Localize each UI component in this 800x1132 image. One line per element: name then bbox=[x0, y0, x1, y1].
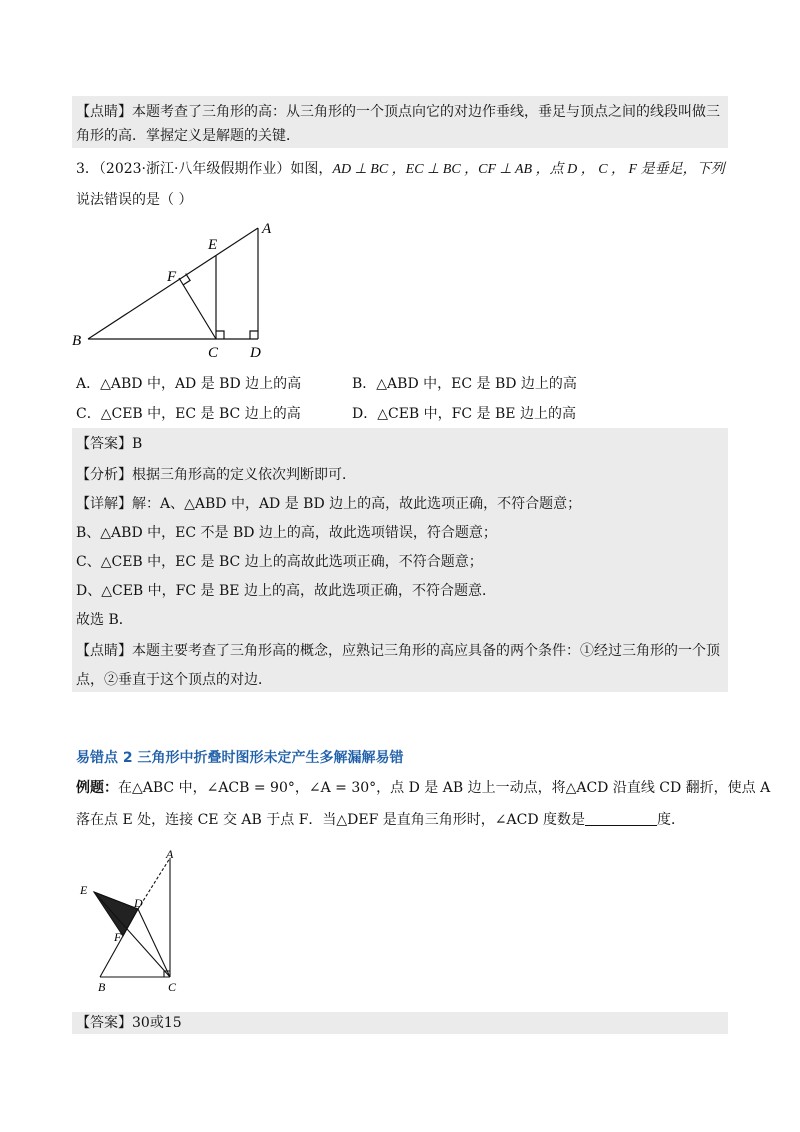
label-C: C bbox=[208, 345, 219, 360]
note1-line2: 角形的高．掌握定义是解题的关键． bbox=[76, 128, 300, 144]
label-D: D bbox=[250, 345, 261, 360]
label-F: F bbox=[167, 269, 177, 285]
fig2-label-F: F bbox=[114, 930, 122, 944]
fig2-label-E: E bbox=[80, 883, 88, 897]
right-angle-D bbox=[250, 331, 258, 339]
example-text2: 落在点 E 处，连接 CE 交 AB 于点 F．当△DEF 是直角三角形时，∠ACD 度数是 bbox=[76, 812, 586, 828]
answer3-detail3: C、△CEB 中，EC 是 BC 边上的高故此选项正确，不符合题意； bbox=[76, 554, 483, 570]
option-C: C．△CEB 中，EC 是 BC 边上的高 bbox=[76, 406, 301, 422]
segment-EC bbox=[94, 892, 170, 977]
example-text1: 在△ABC 中，∠ACB = 90°，∠A = 30°，点 D 是 AB 边上一动点，将△ACD 沿直线 CD 翻折，使点 A bbox=[118, 780, 771, 796]
section2-heading: 易错点 2 三角形中折叠时图形未定产生多解漏解易错 bbox=[76, 750, 404, 766]
answer3-answer: 【答案】B bbox=[76, 436, 143, 452]
fig2-label-B: B bbox=[98, 980, 106, 994]
triangle-figure-1 bbox=[66, 218, 286, 360]
question3-line2: 说法错误的是（ ） bbox=[76, 192, 193, 208]
question3-line1 bbox=[76, 159, 725, 180]
option-A: A．△ABD 中，AD 是 BD 边上的高 bbox=[76, 376, 302, 392]
example-label: 例题： bbox=[76, 780, 118, 796]
answer3-note-line1: 【点睛】本题主要考查了三角形高的概念，应熟记三角形的高应具备的两个条件：①经过三角形的一个顶 bbox=[76, 643, 720, 659]
option-B: B．△ABD 中，EC 是 BD 边上的高 bbox=[352, 376, 577, 392]
option-D: D．△CEB 中，FC 是 BE 边上的高 bbox=[352, 406, 576, 422]
answer3-detail4: D、△CEB 中，FC 是 BE 边上的高，故此选项正确，不符合题意． bbox=[76, 583, 496, 599]
fig2-label-A: A bbox=[166, 847, 174, 861]
answer3-detail1: 【详解】解：A、△ABD 中，AD 是 BD 边上的高，故此选项正确，不符合题意； bbox=[76, 496, 582, 512]
label-A: A bbox=[262, 221, 272, 237]
example-line2 bbox=[76, 810, 685, 830]
fig2-label-C: C bbox=[168, 980, 177, 994]
triangle-figure-2 bbox=[76, 846, 196, 998]
note1-line1: 【点睛】本题考查了三角形的高：从三角形的一个顶点向它的对边作垂线，垂足与顶点之间的线段叫做三 bbox=[76, 104, 720, 120]
segment-DA-dashed bbox=[138, 858, 170, 909]
answer3-choose: 故选 B． bbox=[76, 612, 133, 628]
example-text2-end: 度． bbox=[657, 812, 686, 828]
label-E: E bbox=[208, 237, 218, 253]
question3-source: 3．（2023·浙江·八年级假期作业）如图， bbox=[76, 161, 333, 177]
answer3-detail2: B、△ABD 中，EC 不是 BD 边上的高，故此选项错误，符合题意； bbox=[76, 525, 497, 541]
fig2-label-D: D bbox=[134, 896, 143, 910]
example-answer: 【答案】30或15 bbox=[76, 1015, 182, 1031]
segment-DC bbox=[138, 909, 170, 977]
right-angle-F bbox=[183, 274, 190, 285]
answer-blank bbox=[585, 811, 657, 826]
answer3-analysis: 【分析】根据三角形高的定义依次判断即可． bbox=[76, 467, 356, 483]
question3-conditions: AD ⊥ BC ，EC ⊥ BC ，CF ⊥ AB ，点 D ， C ， F 是垂足，下列 bbox=[332, 162, 725, 177]
right-angle-C bbox=[216, 331, 224, 339]
example-line1 bbox=[76, 778, 770, 798]
answer3-note-line2: 点，②垂直于这个顶点的对边． bbox=[76, 672, 272, 688]
label-B: B bbox=[72, 333, 82, 349]
segment-CF bbox=[179, 278, 216, 339]
